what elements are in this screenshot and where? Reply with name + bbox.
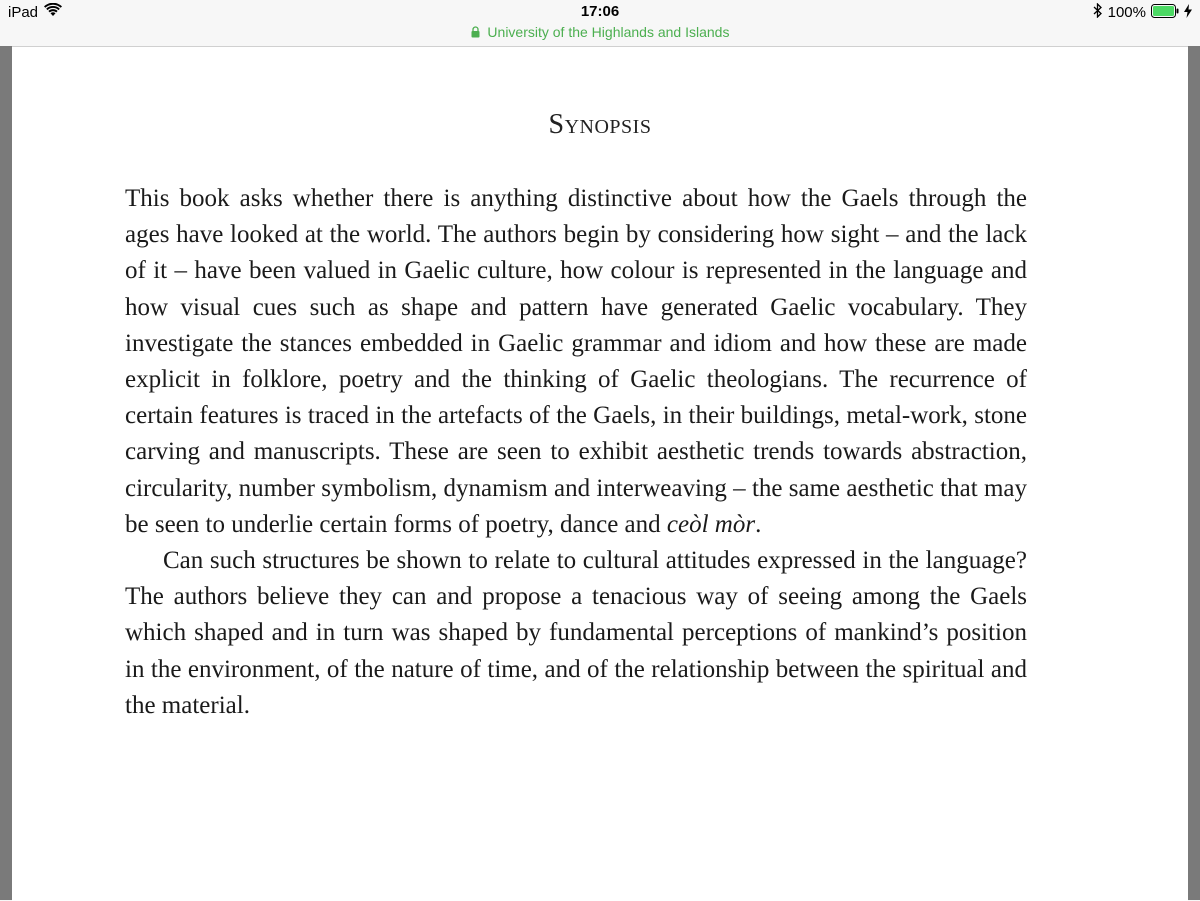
synopsis-body <box>125 181 1027 724</box>
paragraph-1-text: This book asks whether there is anything distinctive about how the Gaels through the ages have looked at the world. The authors begin by considering how sight – and the lack of it – have been valued in Gaelic culture, how colour is represented in the language and how visual cues such as shape and pattern have generated Gaelic vocabulary. They investigate the stances embedded in Gaelic grammar and idiom and how these are made explicit in folklore, poetry and the thinking of Gaelic theologians. The recurrence of certain features is traced in the artefacts of the Gaels, in their buildings, metal-work, stone carving and manuscripts. These are seen to exhibit aesthetic trends towards abstraction, circularity, number symbolism, dynamism and interweaving – the same aesthetic that may be seen to underlie certain forms of poetry, dance and <box>125 185 1027 538</box>
battery-percent: 100% <box>1107 4 1146 21</box>
paragraph-1-end: . <box>755 510 762 538</box>
url-site-name: University of the Highlands and Islands <box>487 24 730 40</box>
lock-icon <box>471 23 480 43</box>
status-bar <box>0 0 1200 24</box>
status-time: 17:06 <box>580 3 620 20</box>
battery-icon <box>1151 4 1179 22</box>
document-page[interactable] <box>12 46 1188 901</box>
left-gutter <box>0 46 12 900</box>
url-bar[interactable] <box>0 22 1200 44</box>
device-label: iPad <box>8 3 39 21</box>
paragraph-1-italic: ceòl mòr <box>666 510 756 538</box>
status-right <box>1093 3 1192 22</box>
right-gutter <box>1188 46 1200 900</box>
charging-icon <box>1184 4 1192 22</box>
page-title: Synopsis <box>548 109 652 140</box>
paragraph-2: Can such structures be shown to relate to cultural attitudes expressed in the language? The authors believe they can and propose a tenacious way of seeing among the Gaels which shaped and in turn was shaped by fundamental perceptions of mankind’s position in the environment, of the nature of time, and of the relationship between the spiritual and the material. <box>125 547 1027 719</box>
paragraph-1 <box>125 181 1027 543</box>
bluetooth-icon <box>1093 3 1103 22</box>
